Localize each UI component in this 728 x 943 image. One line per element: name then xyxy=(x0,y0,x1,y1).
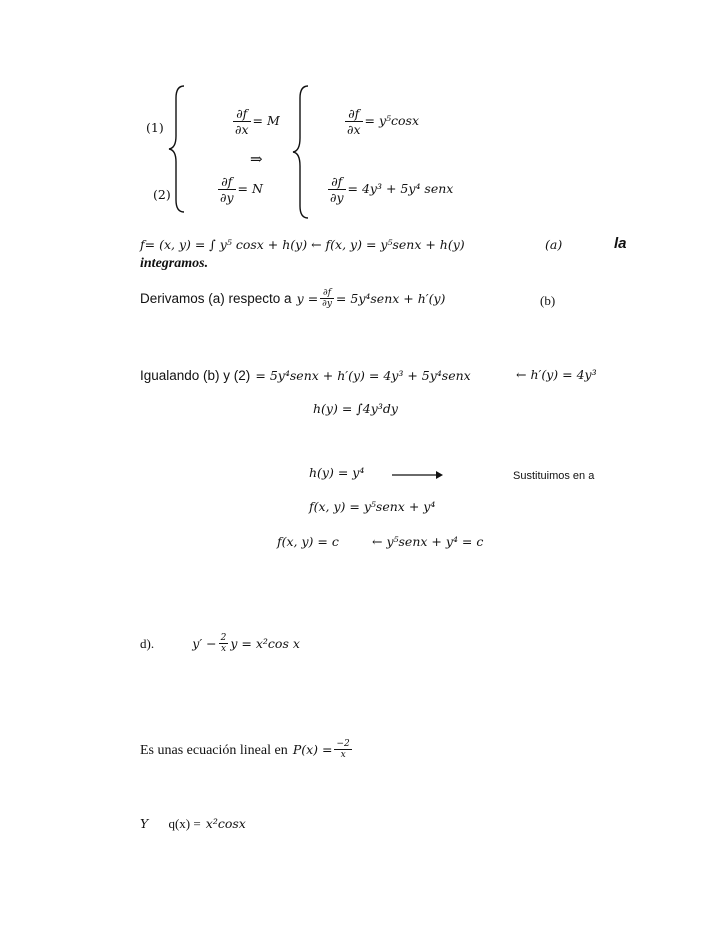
h-prime-result: ← h′(y) = 4y³ xyxy=(516,367,597,382)
integramos-word: integramos. xyxy=(140,256,209,271)
eq-row1-right: $\frac{\partial f}{\partial x}$ = y⁵cosx xyxy=(347,106,420,137)
implies-arrow: ⇒ xyxy=(250,150,263,168)
la-word: la xyxy=(614,235,627,252)
f-final: ← y⁵senx + y⁴ = c xyxy=(372,534,484,549)
f-integral-line: f= (x, y) = ∫ y⁵ cosx + h(y) ← f(x, y) = y⁵senx + h(y) xyxy=(140,237,465,252)
item-d: d). y′ − $\frac{2}{x}$ y = x²cos x xyxy=(140,633,300,654)
q-line: Y q(x) = x²cosx xyxy=(140,816,246,831)
f-result: f(x, y) = y⁵senx + y⁴ xyxy=(309,499,436,514)
left-brace xyxy=(168,84,188,214)
eq-row1-left: $\frac{\partial f}{\partial x}$ = M xyxy=(235,106,280,137)
h-integral: h(y) = ∫4y³dy xyxy=(313,401,398,416)
right-arrow-icon xyxy=(392,470,444,480)
equation-label-2: (2) xyxy=(153,187,171,202)
right-brace xyxy=(292,84,312,220)
tag-a: (a) xyxy=(545,237,563,252)
eq-row2-right: $\frac{\partial f}{\partial y}$ = 4y³ + 5y⁴ senx xyxy=(330,174,454,205)
sustituimos-note: Sustituimos en a xyxy=(513,470,595,482)
equation-label-1: (1) xyxy=(146,120,164,135)
derivamos-line: Derivamos (a) respecto a y = $\frac{\partial f}{\partial y}$ = 5y⁴senx + h′(y) xyxy=(140,288,446,309)
tag-b: (b) xyxy=(540,293,556,308)
igualando-line: Igualando (b) y (2) = 5y⁴senx + h′(y) = 4y³ + 5y⁴senx xyxy=(140,368,471,383)
f-const: f(x, y) = c xyxy=(277,534,339,549)
lineal-line: Es unas ecuación lineal en P(x) = $\frac{-2}{x}$ xyxy=(140,739,350,760)
h-result: h(y) = y⁴ xyxy=(309,465,365,480)
eq-row2-left: $\frac{\partial f}{\partial y}$ = N xyxy=(220,174,263,205)
